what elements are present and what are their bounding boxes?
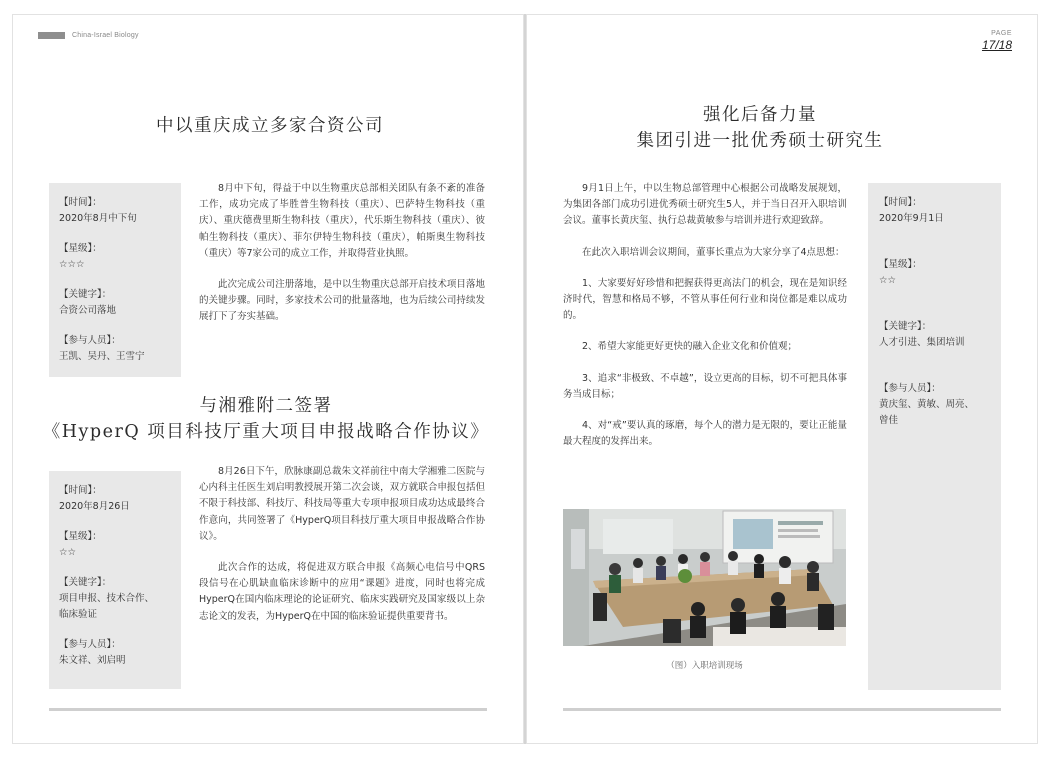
meta-keywords-value: 项目申报、技术合作、 [59,593,155,604]
right-article-body [563,181,847,450]
meta-people-value: 黄庆玺、黄敏、周亮、 [879,399,975,410]
left-footer-rule [49,708,487,711]
meta-keywords-value: 合资公司落地 [59,305,117,316]
brand-header [38,32,139,39]
brand-name: China-Israel Biology [72,32,139,39]
page-indicator [982,30,1012,52]
meta-level-value: ☆☆☆ [59,259,85,270]
meta-level-key: 【星级】： [59,531,102,542]
meta-people-key: 【参与人员】： [879,383,941,394]
book-spine [524,14,526,744]
meta-keywords-key: 【关键字】： [59,289,112,300]
meta-level-key: 【星级】： [879,259,922,270]
right-paragraph: 在此次入职培训会议期间，董事长重点为大家分享了4点思想： [582,246,845,258]
page-label: PAGE [991,30,1012,37]
meta-people-value: 王凯、吴丹、王雪宁 [59,351,145,362]
article2-paragraph: 8月26日下午，欣脉康副总裁朱文祥前往中南大学湘雅二医院与心内科主任医生刘启明教授展开第二次会谈，双方就联合申报包括但不限于科技部、科技厅、科技局等重大专项申报项目成功达成最终合作意向，共同签署了《HyperQ项目科技厅重大项目申报战略合作协议》。 [199,466,485,542]
article1-paragraph: 8月中下旬，得益于中以生物重庆总部相关团队有条不紊的准备工作，成功完成了毕胜普生物科技（重庆）、巴萨特生物科技（重庆）、重庆德费里斯生物科技（重庆），代乐斯生物科技（重庆）、彼帕生物科技（重庆）、菲尔伊特生物科技（重庆），帕斯奥生物科技（重庆）等7家公司的成立工作，并取得营业执照。 [199,183,485,259]
training-photo [563,509,846,646]
meta-people-key: 【参与人员】： [59,335,121,346]
right-title-line2: 集团引进一批优秀硕士研究生 [636,131,884,151]
meta-people-value: 曾佳 [879,415,899,426]
meta-keywords-key: 【关键字】： [879,321,932,332]
brand-bar-icon [38,32,65,39]
meta-keywords-value: 人才引进、集团培训 [879,337,965,348]
article2-paragraph: 此次合作的达成，将促进双方联合申报《高频心电信号中QRS段信号在心肌缺血临床诊断中的应用“课题》进度，同时也将完成HyperQ在国内临床理论的论证研究、临床实践研究及国家级以上杂志论文的发表，为HyperQ在中国的临床验证提供重要背书。 [199,562,485,622]
right-paragraph: 3、追求“非极致、不卓越”，设立更高的目标，切不可把具体事务当成目标； [563,372,847,400]
meta-people-value: 朱文祥、刘启明 [59,655,126,666]
meta-level-value: ☆☆ [59,547,77,558]
right-paragraph: 2、希望大家能更好更快的融入企业文化和价值观； [582,341,798,353]
meta-level-key: 【星级】： [59,243,102,254]
meta-people-key: 【参与人员】： [59,639,121,650]
right-article-title [600,102,920,154]
meta-time-value: 2020年8月26日 [59,501,130,512]
article1-paragraph: 此次完成公司注册落地，是中以生物重庆总部开启技术项目落地的关键步骤。同时，多家技术公司的批量落地，也为后续公司持续发展打下了夯实基础。 [199,279,485,323]
meta-keywords-value: 临床验证 [59,609,98,620]
article1-meta-box [49,183,181,377]
meta-time-value: 2020年9月1日 [879,213,944,224]
article2-title [36,393,496,445]
article2-title-line1: 与湘雅附二签署 [199,396,333,416]
right-meta-box [868,183,1001,690]
right-title-line1: 强化后备力量 [703,105,817,125]
article1-body [199,181,485,326]
right-paragraph: 1、大家要好好珍惜和把握获得更高法门的机会，现在是知识经济时代，智慧和格局不够，不管从事任何行业和岗位都是难以成功的。 [563,277,847,322]
right-paragraph: 9月1日上午，中以生物总部管理中心根据公司战略发展规划，为集团各部门成功引进优秀硕士研究生5人，并于当日召开入职培训会议。董事长黄庆玺、执行总裁黄敏参与培训并进行欢迎致辞。 [563,183,847,227]
right-paragraph: 4、对“戒”要认真的琢磨，每个人的潜力是无限的，要让正能量最大程度的发挥出来。 [563,420,847,448]
meta-time-key: 【时间】： [59,197,102,208]
article2-body [199,464,485,625]
meta-time-key: 【时间】： [59,485,102,496]
page-number: 17/18 [981,38,1012,52]
meta-keywords-key: 【关键字】： [59,577,112,588]
article1-title [60,113,480,139]
training-photo-illustration [563,509,846,646]
photo-caption: （图）入职培训现场 [666,661,743,671]
right-footer-rule [563,708,1001,711]
article2-title-line2: 《HyperQ 项目科技厅重大项目申报战略合作协议》 [42,422,490,442]
meta-time-value: 2020年8月中下旬 [59,213,137,224]
article1-title-text: 中以重庆成立多家合资公司 [156,116,384,136]
meta-level-value: ☆☆ [879,275,897,286]
meta-time-key: 【时间】： [879,197,922,208]
article2-meta-box [49,471,181,689]
